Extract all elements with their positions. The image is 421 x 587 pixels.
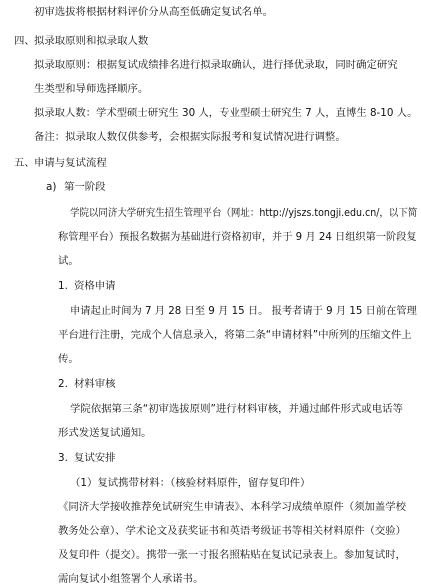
subsection-heading: 材料审核	[74, 378, 116, 390]
paragraph-line: 平台进行注册，完成个人信息录入，将第二条“申请材料”中所列的压缩文件上	[58, 329, 412, 341]
section-heading: 拟录取原则和拟录取人数	[34, 35, 149, 47]
paragraph-line: 申请起止时间为 7 月 28 日至 9 月 15 日。 报考者请于 9 月 15 日前在管理	[70, 305, 417, 317]
paragraph-line: 学院依据第三条“初审选拔原则”进行材料审核，并通过邮件形式或电话等	[70, 403, 403, 415]
subsection-heading: 复试安排	[74, 452, 116, 464]
paragraph-line: 生类型和导师选择顺序。	[34, 83, 149, 95]
paragraph-line: 及复印件（提交）。携带一张一寸报名照粘贴在复试记录表上。参加复试时，	[58, 549, 407, 561]
paragraph-line: 拟录取人数：学术型硕士研究生 30 人，专业型硕士研究生 7 人，直博生 8-10 人。	[34, 107, 418, 119]
paragraph-line: 备注：拟录取人数仅供参考，会根据实际报考和复试情况进行调整。	[34, 131, 346, 143]
paragraph-line: 传。	[58, 353, 79, 365]
paragraph-line: 初审选拔将根据材料评价分从高至低确定复试名单。	[34, 6, 273, 18]
section-number: 五、	[14, 157, 35, 169]
section-heading: 申请与复试流程	[34, 157, 107, 169]
paragraph-line: 教务处公章）、学术论文及获奖证书和英语考级证书等相关材料原件（交验）	[58, 525, 407, 537]
paragraph-line: 需向复试小组签署个人承诺书。	[58, 573, 204, 585]
list-label: 3.	[58, 452, 68, 464]
paragraph-line: （1）复试携带材料：（核验材料原件，留存复印件）	[70, 477, 311, 489]
paragraph-line: 拟录取原则：根据复试成绩排名进行拟录取确认，进行择优录取，同时确定研究	[34, 59, 398, 71]
list-label: a)	[46, 181, 57, 193]
paragraph-line: 称管理平台）预报名数据为基础进行资格初审，并于 9 月 24 日组织第一阶段复	[58, 231, 417, 243]
list-label: 2.	[58, 378, 68, 390]
subsection-heading: 资格申请	[74, 280, 116, 292]
subsection-heading: 第一阶段	[64, 181, 106, 193]
paragraph-line: 形式发送复试通知。	[58, 427, 152, 439]
paragraph-line: 学院以同济大学研究生招生管理平台（网址：http://yjszs.tongji.edu.cn/，以下简	[70, 207, 418, 219]
list-label: 1.	[58, 280, 68, 292]
paragraph-line: 《同济大学接收推荐免试研究生申请表》、本科学习成绩单原件（须加盖学校	[58, 501, 407, 513]
paragraph-line: 试。	[58, 255, 79, 267]
section-number: 四、	[14, 35, 35, 47]
